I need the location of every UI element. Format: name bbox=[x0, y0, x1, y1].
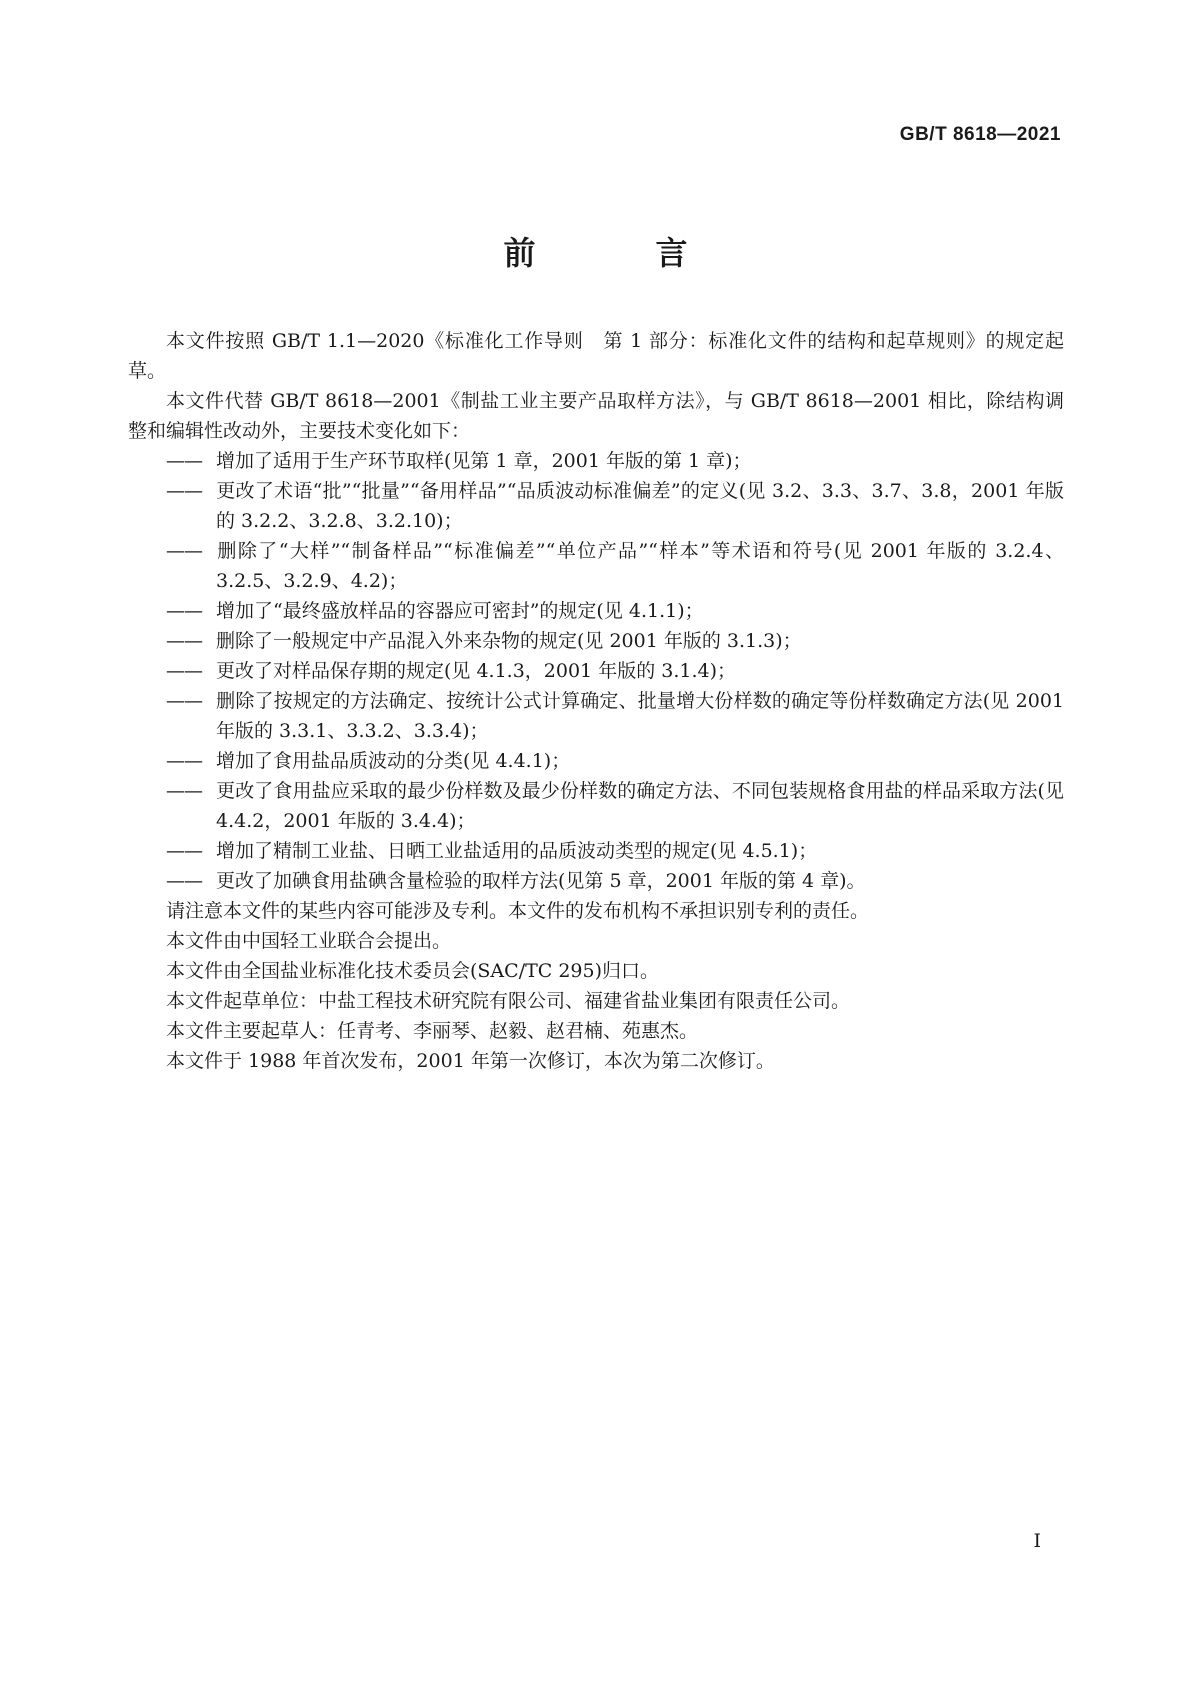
drafting-units-paragraph: 本文件起草单位：中盐工程技术研究院有限公司、福建省盐业集团有限责任公司。 bbox=[166, 990, 851, 1012]
list-item bbox=[128, 836, 1064, 866]
change-list bbox=[128, 446, 1064, 896]
list-dash: —— bbox=[166, 690, 202, 712]
list-item-text: 删除了按规定的方法确定、按统计公式计算确定、批量增大份样数的确定等份样数确定方法(见 2001 年版的 3.3.1、3.3.2、3.3.4)； bbox=[216, 690, 1064, 742]
list-item bbox=[128, 746, 1064, 776]
document-body bbox=[128, 326, 1064, 1076]
list-item-text: 更改了术语“批”“批量”“备用样品”“品质波动标准偏差”的定义(见 3.2、3.3、3.7、3.8，2001 年版的 3.2.2、3.2.8、3.2.10)； bbox=[216, 480, 1064, 532]
list-item-text: 增加了精制工业盐、日晒工业盐适用的品质波动类型的规定(见 4.5.1)； bbox=[216, 840, 818, 862]
committee-paragraph: 本文件由全国盐业标准化技术委员会(SAC/TC 295)归口。 bbox=[166, 960, 660, 982]
list-item-text: 更改了加碘食用盐碘含量检验的取样方法(见第 5 章，2001 年版的第 4 章)。 bbox=[216, 870, 866, 892]
intro-paragraph: 本文件按照 GB/T 1.1—2020《标准化工作导则 第 1 部分：标准化文件的结构和起草规则》的规定起草。 bbox=[128, 330, 1064, 382]
page-title: 前 言 bbox=[503, 234, 732, 272]
list-dash: —— bbox=[166, 480, 202, 502]
list-item-text: 删除了“大样”“制备样品”“标准偏差”“单位产品”“样本”等术语和符号(见 2001 年版的 3.2.4、3.2.5、3.2.9、4.2)； bbox=[216, 540, 1064, 592]
list-item bbox=[128, 596, 1064, 626]
list-item bbox=[128, 686, 1064, 746]
list-item bbox=[128, 656, 1064, 686]
proposer-paragraph: 本文件由中国轻工业联合会提出。 bbox=[166, 930, 452, 952]
list-item bbox=[128, 476, 1064, 536]
list-item bbox=[128, 866, 1064, 896]
list-dash: —— bbox=[166, 660, 202, 682]
list-dash: —— bbox=[166, 600, 202, 622]
list-item-text: 更改了对样品保存期的规定(见 4.1.3，2001 年版的 3.1.4)； bbox=[216, 660, 736, 682]
page-number: I bbox=[1033, 1530, 1041, 1552]
list-dash: —— bbox=[166, 750, 202, 772]
drafters-paragraph: 本文件主要起草人：任青考、李丽琴、赵毅、赵君楠、苑惠杰。 bbox=[166, 1020, 699, 1042]
list-dash: —— bbox=[166, 840, 202, 862]
list-item-text: 删除了一般规定中产品混入外来杂物的规定(见 2001 年版的 3.1.3)； bbox=[216, 630, 802, 652]
list-item bbox=[128, 536, 1064, 596]
list-item-text: 增加了“最终盛放样品的容器应可密封”的规定(见 4.1.1)； bbox=[216, 600, 704, 622]
list-dash: —— bbox=[166, 450, 202, 472]
list-item-text: 增加了适用于生产环节取样(见第 1 章，2001 年版的第 1 章)； bbox=[216, 450, 752, 472]
list-dash: —— bbox=[166, 870, 202, 892]
list-dash: —— bbox=[166, 540, 202, 562]
list-item bbox=[128, 446, 1064, 476]
list-item-text: 增加了食用盐品质波动的分类(见 4.4.1)； bbox=[216, 750, 571, 772]
list-dash: —— bbox=[166, 780, 202, 802]
intro-paragraph: 本文件代替 GB/T 8618—2001《制盐工业主要产品取样方法》，与 GB/T 8618—2001 相比，除结构调整和编辑性改动外，主要技术变化如下： bbox=[128, 390, 1064, 442]
list-item-text: 更改了食用盐应采取的最少份样数及最少份样数的确定方法、不同包装规格食用盐的样品采取方法(见 4.4.2，2001 年版的 3.4.4)； bbox=[216, 780, 1064, 832]
list-dash: —— bbox=[166, 630, 202, 652]
history-paragraph: 本文件于 1988 年首次发布，2001 年第一次修订，本次为第二次修订。 bbox=[166, 1050, 775, 1072]
patent-notice: 请注意本文件的某些内容可能涉及专利。本文件的发布机构不承担识别专利的责任。 bbox=[166, 900, 870, 922]
list-item bbox=[128, 626, 1064, 656]
standard-code: GB/T 8618—2021 bbox=[899, 124, 1061, 145]
list-item bbox=[128, 776, 1064, 836]
